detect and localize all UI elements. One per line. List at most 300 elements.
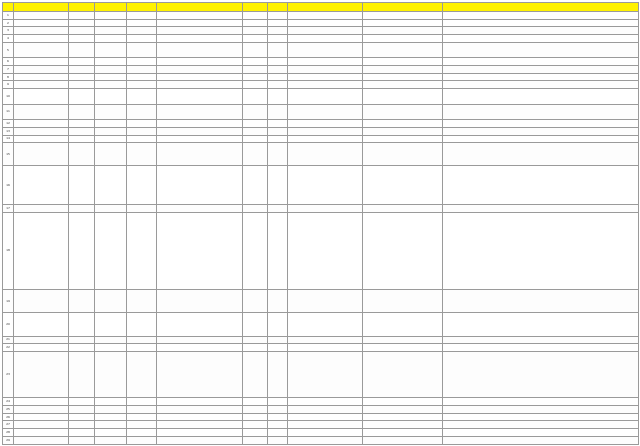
table-cell bbox=[157, 66, 243, 74]
table-cell bbox=[243, 58, 268, 66]
table-cell bbox=[288, 73, 363, 81]
table-cell bbox=[14, 212, 69, 289]
table-cell bbox=[157, 35, 243, 43]
row-number-cell: 3 bbox=[3, 27, 14, 35]
table-cell bbox=[157, 143, 243, 166]
row-number-cell: 11 bbox=[3, 104, 14, 119]
table-cell bbox=[268, 58, 288, 66]
table-cell bbox=[127, 421, 157, 429]
table-row bbox=[3, 35, 639, 43]
table-cell bbox=[14, 12, 69, 20]
table-cell bbox=[243, 120, 268, 128]
table-cell bbox=[443, 81, 639, 89]
table-cell bbox=[14, 66, 69, 74]
table-cell bbox=[14, 73, 69, 81]
table-cell bbox=[69, 143, 95, 166]
table-cell bbox=[288, 413, 363, 421]
table-cell bbox=[363, 421, 443, 429]
table-cell bbox=[69, 127, 95, 135]
table-cell bbox=[243, 35, 268, 43]
table-cell bbox=[95, 143, 127, 166]
table-cell bbox=[157, 406, 243, 414]
column-header bbox=[443, 3, 639, 12]
table-cell bbox=[157, 120, 243, 128]
table-cell bbox=[288, 429, 363, 437]
table-cell bbox=[95, 19, 127, 27]
table-cell bbox=[157, 212, 243, 289]
table-cell bbox=[363, 351, 443, 397]
table-cell bbox=[95, 406, 127, 414]
row-number-cell: 4 bbox=[3, 35, 14, 43]
table-cell bbox=[243, 313, 268, 336]
table-cell bbox=[127, 166, 157, 205]
table-cell bbox=[14, 336, 69, 344]
table-cell bbox=[443, 398, 639, 406]
table-cell bbox=[268, 12, 288, 20]
table-cell bbox=[69, 336, 95, 344]
table-cell bbox=[69, 413, 95, 421]
table-cell bbox=[363, 27, 443, 35]
table-cell bbox=[268, 27, 288, 35]
table-row bbox=[3, 166, 639, 205]
table-cell bbox=[14, 290, 69, 313]
table-cell bbox=[14, 143, 69, 166]
table-row bbox=[3, 58, 639, 66]
table-cell bbox=[363, 313, 443, 336]
table-cell bbox=[363, 143, 443, 166]
table-cell bbox=[69, 290, 95, 313]
table-cell bbox=[69, 436, 95, 444]
row-number-cell: 24 bbox=[3, 398, 14, 406]
table-row bbox=[3, 143, 639, 166]
table-cell bbox=[95, 73, 127, 81]
table-cell bbox=[363, 429, 443, 437]
table-cell bbox=[127, 81, 157, 89]
table-cell bbox=[127, 413, 157, 421]
table-cell bbox=[443, 12, 639, 20]
table-cell bbox=[95, 413, 127, 421]
table-cell bbox=[14, 42, 69, 57]
table-row bbox=[3, 212, 639, 289]
table-cell bbox=[288, 27, 363, 35]
table-cell bbox=[363, 344, 443, 352]
row-number-cell: 26 bbox=[3, 413, 14, 421]
table-cell bbox=[288, 313, 363, 336]
table-cell bbox=[363, 336, 443, 344]
table-cell bbox=[127, 42, 157, 57]
table-cell bbox=[243, 81, 268, 89]
table-cell bbox=[288, 66, 363, 74]
table-row bbox=[3, 135, 639, 143]
table-cell bbox=[288, 135, 363, 143]
table-cell bbox=[69, 135, 95, 143]
table-cell bbox=[288, 58, 363, 66]
table-cell bbox=[443, 313, 639, 336]
table-cell bbox=[363, 73, 443, 81]
table-cell bbox=[443, 336, 639, 344]
table-cell bbox=[14, 344, 69, 352]
table-cell bbox=[443, 166, 639, 205]
table-cell bbox=[69, 27, 95, 35]
table-cell bbox=[157, 336, 243, 344]
table-cell bbox=[443, 135, 639, 143]
table-cell bbox=[268, 344, 288, 352]
table-row bbox=[3, 27, 639, 35]
table-cell bbox=[268, 19, 288, 27]
table-cell bbox=[95, 58, 127, 66]
table-row bbox=[3, 127, 639, 135]
table-cell bbox=[268, 436, 288, 444]
table-cell bbox=[127, 436, 157, 444]
column-header bbox=[127, 3, 157, 12]
table-cell bbox=[288, 336, 363, 344]
table-cell bbox=[127, 429, 157, 437]
table-cell bbox=[243, 205, 268, 213]
table-cell bbox=[157, 27, 243, 35]
table-cell bbox=[288, 406, 363, 414]
table-cell bbox=[157, 413, 243, 421]
table-cell bbox=[363, 104, 443, 119]
table-cell bbox=[157, 12, 243, 20]
table-cell bbox=[95, 135, 127, 143]
table-cell bbox=[95, 120, 127, 128]
row-number-cell: 18 bbox=[3, 212, 14, 289]
table-cell bbox=[288, 143, 363, 166]
table-cell bbox=[268, 89, 288, 104]
table-row bbox=[3, 104, 639, 119]
table-cell bbox=[243, 89, 268, 104]
table-cell bbox=[288, 398, 363, 406]
table-row bbox=[3, 89, 639, 104]
table-cell bbox=[69, 35, 95, 43]
table-cell bbox=[14, 19, 69, 27]
table-row bbox=[3, 66, 639, 74]
table-cell bbox=[288, 421, 363, 429]
table-cell bbox=[69, 19, 95, 27]
table-cell bbox=[268, 413, 288, 421]
table-cell bbox=[95, 81, 127, 89]
table-cell bbox=[69, 212, 95, 289]
table-cell bbox=[243, 12, 268, 20]
table-cell bbox=[157, 398, 243, 406]
row-number-cell: 12 bbox=[3, 120, 14, 128]
heritage-register-table bbox=[2, 2, 639, 445]
table-cell bbox=[268, 42, 288, 57]
row-number-cell: 10 bbox=[3, 89, 14, 104]
table-cell bbox=[69, 73, 95, 81]
table-cell bbox=[268, 212, 288, 289]
table-cell bbox=[127, 344, 157, 352]
table-cell bbox=[443, 66, 639, 74]
table-cell bbox=[95, 429, 127, 437]
table-cell bbox=[127, 89, 157, 104]
table-cell bbox=[288, 89, 363, 104]
table-row bbox=[3, 336, 639, 344]
table-cell bbox=[127, 19, 157, 27]
row-number-cell: 8 bbox=[3, 73, 14, 81]
table-cell bbox=[69, 120, 95, 128]
table-cell bbox=[69, 429, 95, 437]
table-cell bbox=[157, 81, 243, 89]
table-cell bbox=[127, 66, 157, 74]
table-cell bbox=[443, 58, 639, 66]
table-cell bbox=[243, 421, 268, 429]
column-header bbox=[69, 3, 95, 12]
table-cell bbox=[95, 27, 127, 35]
table-cell bbox=[69, 344, 95, 352]
table-cell bbox=[69, 398, 95, 406]
table-row bbox=[3, 205, 639, 213]
table-cell bbox=[14, 398, 69, 406]
table-row bbox=[3, 436, 639, 444]
table-cell bbox=[243, 143, 268, 166]
table-cell bbox=[443, 19, 639, 27]
table-cell bbox=[243, 351, 268, 397]
table-cell bbox=[268, 421, 288, 429]
table-cell bbox=[95, 336, 127, 344]
table-cell bbox=[14, 127, 69, 135]
table-cell bbox=[443, 35, 639, 43]
row-number-cell: 28 bbox=[3, 429, 14, 437]
table-cell bbox=[288, 351, 363, 397]
table-row bbox=[3, 398, 639, 406]
table-cell bbox=[268, 73, 288, 81]
table-cell bbox=[288, 81, 363, 89]
table-cell bbox=[69, 89, 95, 104]
table-cell bbox=[243, 398, 268, 406]
table-cell bbox=[443, 344, 639, 352]
table-cell bbox=[288, 104, 363, 119]
table-cell bbox=[443, 127, 639, 135]
table-cell bbox=[127, 143, 157, 166]
table-cell bbox=[95, 12, 127, 20]
table-cell bbox=[95, 398, 127, 406]
table-cell bbox=[288, 344, 363, 352]
table-cell bbox=[95, 127, 127, 135]
table-row bbox=[3, 73, 639, 81]
table-cell bbox=[157, 127, 243, 135]
table-cell bbox=[14, 413, 69, 421]
table-cell bbox=[69, 81, 95, 89]
table-row bbox=[3, 344, 639, 352]
table-cell bbox=[95, 205, 127, 213]
table-cell bbox=[288, 436, 363, 444]
table-cell bbox=[443, 429, 639, 437]
table-cell bbox=[69, 104, 95, 119]
table-cell bbox=[157, 313, 243, 336]
table-cell bbox=[363, 12, 443, 20]
table-cell bbox=[268, 104, 288, 119]
column-header bbox=[363, 3, 443, 12]
table-cell bbox=[288, 12, 363, 20]
table-cell bbox=[127, 35, 157, 43]
table-cell bbox=[69, 66, 95, 74]
table-cell bbox=[243, 413, 268, 421]
column-header bbox=[3, 3, 14, 12]
row-number-cell: 22 bbox=[3, 344, 14, 352]
row-number-cell: 21 bbox=[3, 336, 14, 344]
table-cell bbox=[243, 135, 268, 143]
table-cell bbox=[14, 135, 69, 143]
table-cell bbox=[127, 205, 157, 213]
table-cell bbox=[268, 35, 288, 43]
table-cell bbox=[157, 344, 243, 352]
column-header bbox=[95, 3, 127, 12]
table-cell bbox=[363, 413, 443, 421]
table-cell bbox=[157, 205, 243, 213]
table-cell bbox=[14, 313, 69, 336]
table-cell bbox=[127, 27, 157, 35]
table-cell bbox=[268, 81, 288, 89]
table-cell bbox=[69, 421, 95, 429]
table-cell bbox=[14, 58, 69, 66]
table-cell bbox=[69, 42, 95, 57]
table-cell bbox=[95, 35, 127, 43]
table-cell bbox=[14, 205, 69, 213]
table-cell bbox=[363, 58, 443, 66]
table-cell bbox=[443, 413, 639, 421]
table-cell bbox=[363, 212, 443, 289]
table-cell bbox=[288, 19, 363, 27]
table-cell bbox=[14, 89, 69, 104]
table-cell bbox=[127, 351, 157, 397]
table-row bbox=[3, 120, 639, 128]
table-row bbox=[3, 12, 639, 20]
table-row bbox=[3, 19, 639, 27]
table-cell bbox=[243, 19, 268, 27]
table-cell bbox=[157, 89, 243, 104]
table-cell bbox=[69, 58, 95, 66]
table-cell bbox=[127, 12, 157, 20]
table-cell bbox=[363, 436, 443, 444]
table-cell bbox=[69, 166, 95, 205]
table-cell bbox=[95, 104, 127, 119]
table-cell bbox=[443, 143, 639, 166]
table-cell bbox=[157, 58, 243, 66]
table-cell bbox=[157, 135, 243, 143]
table-cell bbox=[95, 436, 127, 444]
table-cell bbox=[157, 104, 243, 119]
table-cell bbox=[95, 66, 127, 74]
table-cell bbox=[268, 336, 288, 344]
table-cell bbox=[95, 313, 127, 336]
row-number-cell: 29 bbox=[3, 436, 14, 444]
table-cell bbox=[288, 120, 363, 128]
row-number-cell: 9 bbox=[3, 81, 14, 89]
table-cell bbox=[288, 212, 363, 289]
table-cell bbox=[268, 120, 288, 128]
table-cell bbox=[443, 212, 639, 289]
table-cell bbox=[127, 313, 157, 336]
table-cell bbox=[268, 143, 288, 166]
row-number-cell: 1 bbox=[3, 12, 14, 20]
table-cell bbox=[243, 127, 268, 135]
table-cell bbox=[14, 81, 69, 89]
table-cell bbox=[288, 35, 363, 43]
table-cell bbox=[95, 212, 127, 289]
table-cell bbox=[69, 406, 95, 414]
table-cell bbox=[95, 89, 127, 104]
table-cell bbox=[268, 351, 288, 397]
column-header bbox=[157, 3, 243, 12]
table-cell bbox=[268, 135, 288, 143]
table-cell bbox=[95, 344, 127, 352]
table-row bbox=[3, 429, 639, 437]
table-body bbox=[3, 3, 639, 445]
table-cell bbox=[443, 351, 639, 397]
table-cell bbox=[268, 127, 288, 135]
column-header bbox=[14, 3, 69, 12]
table-cell bbox=[443, 104, 639, 119]
table-cell bbox=[157, 73, 243, 81]
table-cell bbox=[157, 166, 243, 205]
table-cell bbox=[157, 436, 243, 444]
row-number-cell: 13 bbox=[3, 127, 14, 135]
table-cell bbox=[95, 166, 127, 205]
table-cell bbox=[157, 19, 243, 27]
table-cell bbox=[443, 73, 639, 81]
table-row bbox=[3, 313, 639, 336]
table-cell bbox=[443, 421, 639, 429]
table-cell bbox=[157, 421, 243, 429]
row-number-cell: 19 bbox=[3, 290, 14, 313]
column-header bbox=[268, 3, 288, 12]
row-number-cell: 6 bbox=[3, 58, 14, 66]
table-cell bbox=[268, 66, 288, 74]
table-cell bbox=[127, 58, 157, 66]
table-cell bbox=[243, 290, 268, 313]
table-cell bbox=[14, 436, 69, 444]
table-cell bbox=[95, 290, 127, 313]
table-cell bbox=[288, 42, 363, 57]
table-row bbox=[3, 81, 639, 89]
row-number-cell: 16 bbox=[3, 166, 14, 205]
row-number-cell: 5 bbox=[3, 42, 14, 57]
table-cell bbox=[69, 313, 95, 336]
table-cell bbox=[363, 81, 443, 89]
table-cell bbox=[243, 406, 268, 414]
table-cell bbox=[268, 398, 288, 406]
table-row bbox=[3, 406, 639, 414]
table-cell bbox=[443, 89, 639, 104]
table-cell bbox=[14, 166, 69, 205]
table-cell bbox=[443, 406, 639, 414]
table-cell bbox=[14, 351, 69, 397]
table-cell bbox=[157, 351, 243, 397]
row-number-cell: 20 bbox=[3, 313, 14, 336]
table-row bbox=[3, 351, 639, 397]
table-cell bbox=[363, 66, 443, 74]
row-number-cell: 17 bbox=[3, 205, 14, 213]
table-header-row bbox=[3, 3, 639, 12]
table-row bbox=[3, 42, 639, 57]
row-number-cell: 15 bbox=[3, 143, 14, 166]
table-cell bbox=[363, 135, 443, 143]
table-cell bbox=[127, 73, 157, 81]
table-cell bbox=[127, 127, 157, 135]
row-number-cell: 14 bbox=[3, 135, 14, 143]
table-cell bbox=[443, 27, 639, 35]
table-cell bbox=[95, 421, 127, 429]
table-cell bbox=[363, 89, 443, 104]
table-cell bbox=[127, 290, 157, 313]
table-cell bbox=[127, 336, 157, 344]
table-cell bbox=[243, 166, 268, 205]
row-number-cell: 23 bbox=[3, 351, 14, 397]
table-cell bbox=[157, 429, 243, 437]
table-cell bbox=[268, 290, 288, 313]
table-cell bbox=[14, 27, 69, 35]
